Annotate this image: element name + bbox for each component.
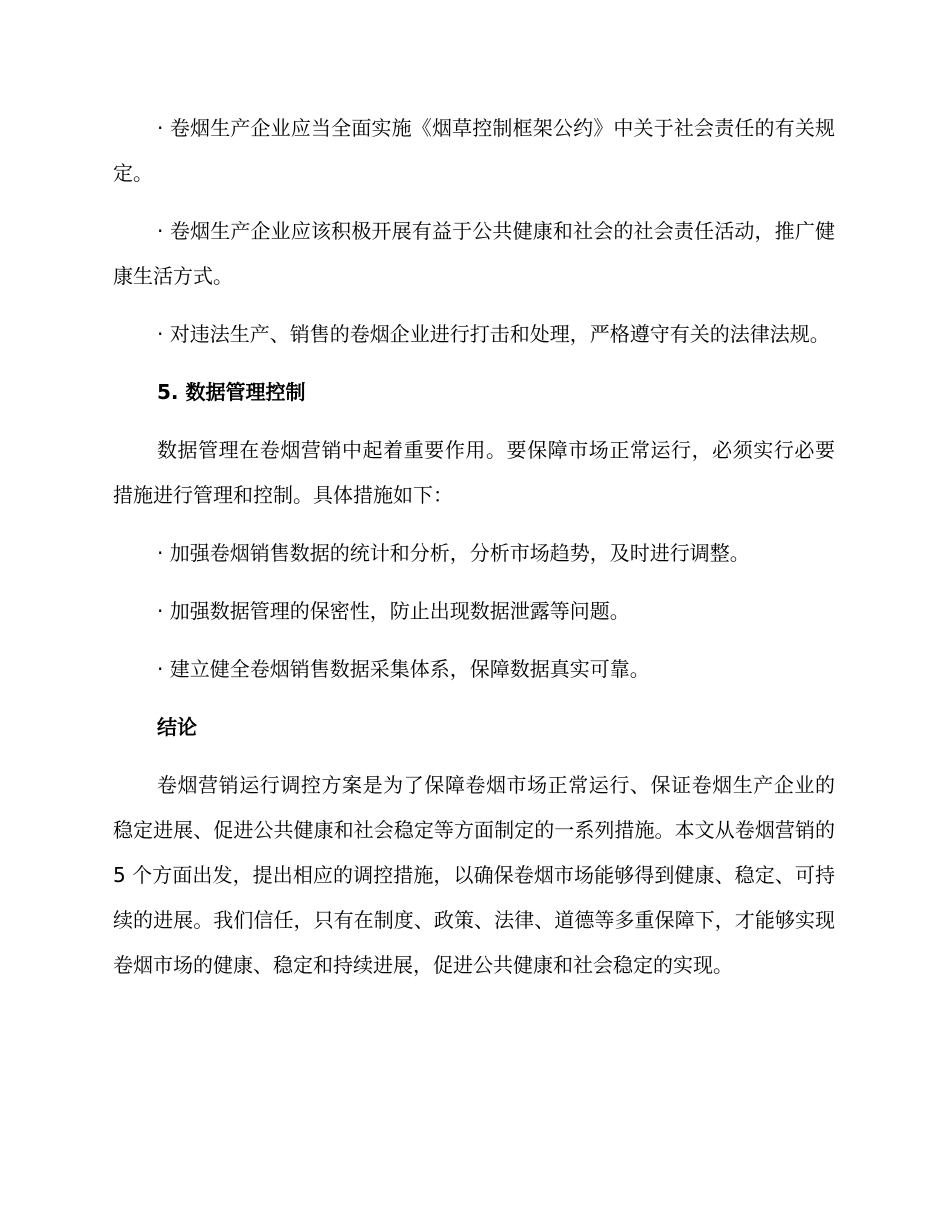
bullet-social-responsibility-rules: · 卷烟生产企业应当全面实施《烟草控制框架公约》中关于社会责任的有关规定。 (113, 116, 835, 185)
section-heading-conclusion: 结论 (157, 715, 197, 739)
paragraph-data-management-intro: 数据管理在卷烟营销中起着重要作用。要保障市场正常运行，必须实行必要措施进行管理和控制。具体措施如下： (113, 438, 835, 507)
paragraph-conclusion: 卷烟营销运行调控方案是为了保障卷烟市场正常运行、保证卷烟生产企业的稳定进展、促进公共健康和社会稳定等方面制定的一系列措施。本文从卷烟营销的 5 个方面出发，提出相应的调控措施，以确保卷烟市场能够得到健康、稳定、可持续的进展。我们信任，只有在制度、政策、法律、道德等多重保障下，才能够实现卷烟市场的健康、稳定和持续进展，促进公共健康和社会稳定的实现。 (113, 773, 835, 977)
bullet-sales-data-analysis: · 加强卷烟销售数据的统计和分析，分析市场趋势，及时进行调整。 (157, 541, 750, 565)
document-page (113, 106, 835, 1001)
bullet-social-responsibility-activities: · 卷烟生产企业应该积极开展有益于公共健康和社会的社会责任活动，推广健康生活方式。 (113, 219, 835, 288)
section-heading-data-management: 5. 数据管理控制 (157, 380, 306, 404)
bullet-data-collection-system: · 建立健全卷烟销售数据采集体系，保障数据真实可靠。 (157, 657, 650, 681)
bullet-data-confidentiality: · 加强数据管理的保密性，防止出现数据泄露等问题。 (157, 599, 630, 623)
bullet-illegal-enforcement: · 对违法生产、销售的卷烟企业进行打击和处理，严格遵守有关的法律法规。 (157, 322, 830, 346)
